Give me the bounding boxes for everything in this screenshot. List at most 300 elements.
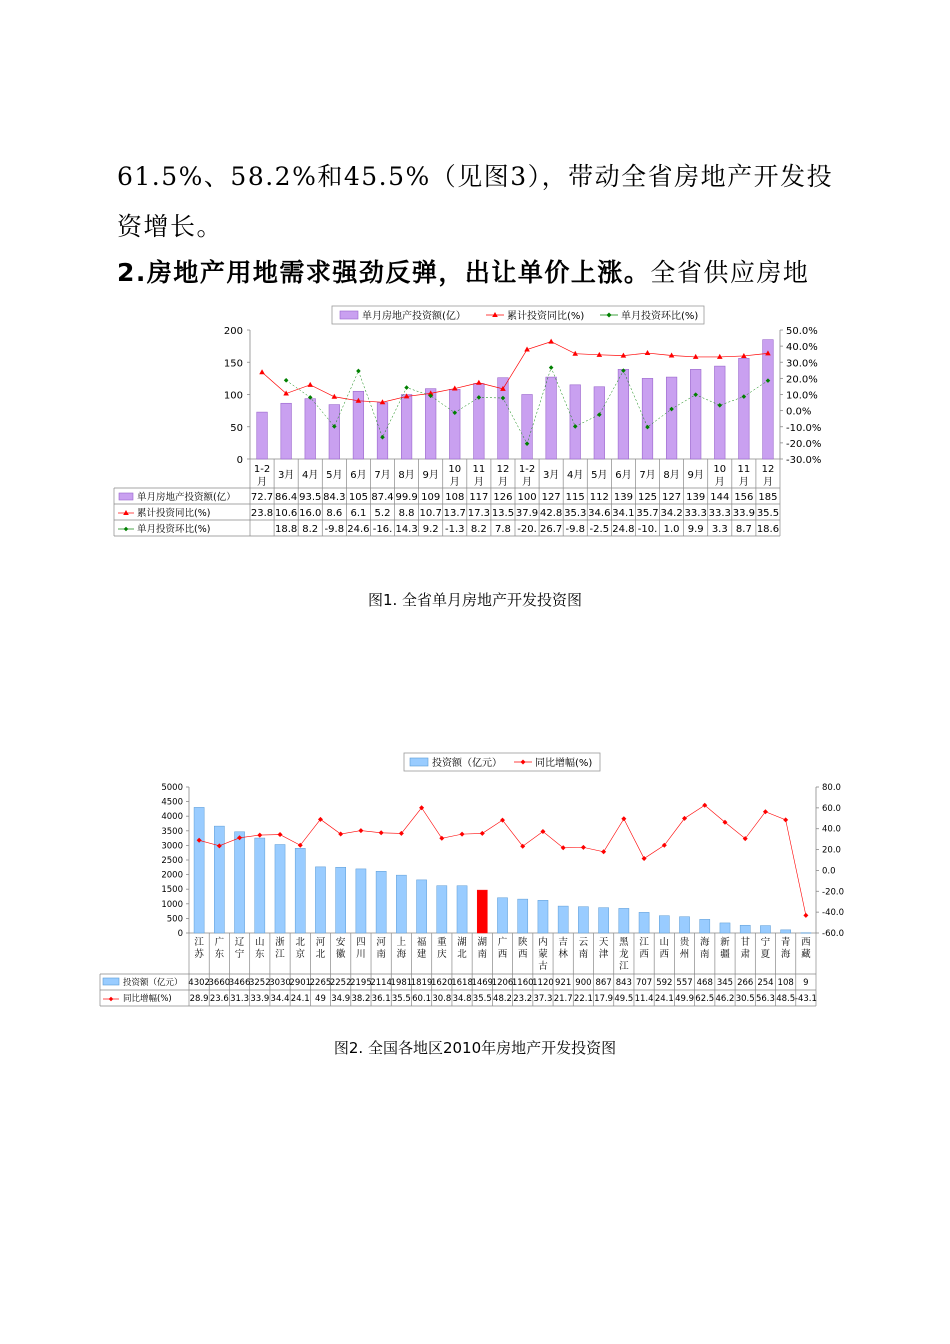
data-label: 35.5 <box>756 508 780 519</box>
data-label: 17.9 <box>594 994 614 1004</box>
data-label: 1469 <box>471 978 494 988</box>
y-tick-label: 1000 <box>161 899 183 910</box>
data-label: 84.3 <box>323 492 346 503</box>
x-tick-label: 重庆 <box>437 937 447 960</box>
data-label: 36.1 <box>371 994 391 1004</box>
table-row-label: 累计投资同比(%) <box>137 508 211 519</box>
data-label: 2901 <box>289 978 312 988</box>
x-tick-label: 西藏 <box>801 937 811 960</box>
data-label: 93.5 <box>299 492 322 503</box>
data-label: 2252 <box>329 978 352 988</box>
x-tick-label: 1-2 月 <box>253 464 271 488</box>
x-tick-label: 天津 <box>598 937 609 960</box>
bar <box>739 358 750 459</box>
x-tick-label: 5月 <box>326 470 343 481</box>
series-point <box>763 809 768 814</box>
data-label: 23.8 <box>250 508 274 519</box>
y-tick-label: 4000 <box>161 812 183 823</box>
x-tick-label: 内蒙古 <box>538 937 548 972</box>
y-tick-label: 50 <box>230 422 243 434</box>
data-label: 34.4 <box>270 994 290 1004</box>
x-tick-label: 8月 <box>663 470 680 481</box>
bar <box>305 399 316 459</box>
data-label: 1206 <box>491 978 514 988</box>
bar <box>570 385 581 459</box>
data-label: 11.4 <box>634 994 654 1004</box>
y2-tick-label: 80.0 <box>822 783 841 793</box>
bar <box>425 389 436 459</box>
data-label: 33.9 <box>250 994 270 1004</box>
x-tick-label: 河南 <box>376 937 386 960</box>
series-point <box>404 385 409 390</box>
data-label: 23.6 <box>209 994 229 1004</box>
data-label: 34.1 <box>612 508 635 519</box>
series-point <box>278 832 283 837</box>
series-point <box>693 354 699 359</box>
y2-tick-label: 20.0% <box>786 374 818 386</box>
data-label: 42.8 <box>540 508 563 519</box>
data-label: 117 <box>469 492 489 503</box>
bar <box>376 871 386 933</box>
data-label: 867 <box>595 978 612 988</box>
x-tick-label: 四川 <box>356 937 366 960</box>
y-tick-label: 500 <box>166 914 183 925</box>
bar <box>578 907 588 933</box>
x-tick-label: 贵州 <box>679 937 690 960</box>
data-label: 1981 <box>390 978 413 988</box>
data-label: 3252 <box>248 978 271 988</box>
data-label: 108 <box>445 492 465 503</box>
data-label: 49 <box>315 994 326 1004</box>
data-label: 127 <box>541 492 561 503</box>
x-tick-label: 云南 <box>578 937 589 960</box>
data-label: 30.8 <box>432 994 452 1004</box>
data-label: 3030 <box>269 978 291 988</box>
x-tick-label: 浙江 <box>275 937 285 960</box>
data-label: 48.5 <box>776 994 796 1004</box>
data-label: 18.8 <box>275 524 298 535</box>
y-tick-label: 5000 <box>161 783 183 793</box>
bar <box>255 838 265 933</box>
data-label: 126 <box>493 492 513 503</box>
data-label: 468 <box>696 978 713 988</box>
figure-2-caption: 图2. 全国各地区2010年房地产开发投资图 <box>333 1039 617 1057</box>
x-tick-label: 1-2 月 <box>518 464 536 488</box>
data-label: -9.8 <box>324 524 345 535</box>
x-tick-label: 青海 <box>780 937 791 960</box>
bar <box>538 900 548 933</box>
data-label: 2195 <box>350 978 372 988</box>
x-tick-label: 江西 <box>639 937 649 960</box>
data-label: 112 <box>589 492 609 503</box>
series-point <box>332 394 338 399</box>
series-point <box>803 913 808 918</box>
bar <box>315 867 325 933</box>
y2-tick-label: 60.0 <box>822 803 841 814</box>
series-point <box>307 382 313 387</box>
x-tick-label: 11 月 <box>472 464 486 488</box>
y-tick-label: 0 <box>177 929 183 939</box>
series-point <box>298 843 303 848</box>
x-tick-label: 10 月 <box>713 464 727 488</box>
series-point <box>548 339 554 344</box>
x-tick-label: 湖北 <box>457 937 467 960</box>
data-label: 8.8 <box>398 508 415 519</box>
bar <box>518 899 528 933</box>
data-label: 33.3 <box>708 508 731 519</box>
data-label: 8.2 <box>470 524 487 535</box>
x-tick-label: 江苏 <box>194 937 204 960</box>
data-label: -9.8 <box>565 524 585 535</box>
series-point <box>358 828 363 833</box>
data-label: 13.5 <box>491 508 515 519</box>
data-label: 34.9 <box>331 994 351 1004</box>
bar <box>356 869 366 933</box>
data-label: 109 <box>421 492 441 503</box>
data-label: -43.1 <box>794 994 817 1004</box>
table-swatch-marker <box>123 510 129 515</box>
x-tick-label: 5月 <box>591 470 608 481</box>
series-point <box>601 849 606 854</box>
x-tick-label: 山东 <box>255 937 265 960</box>
bar <box>639 912 649 933</box>
y-tick-label: 200 <box>223 326 243 337</box>
y2-tick-label: -40.0 <box>822 908 844 919</box>
series-point <box>259 369 265 374</box>
data-label: 900 <box>575 978 592 988</box>
data-label: 14.3 <box>395 524 418 535</box>
bar <box>714 366 725 459</box>
data-label: 7.8 <box>495 524 511 535</box>
x-tick-label: 9月 <box>422 470 439 481</box>
data-label: 6.1 <box>350 508 367 519</box>
x-tick-label: 海南 <box>700 937 710 960</box>
data-label: 144 <box>710 492 730 503</box>
series-point <box>284 378 289 383</box>
data-label: 49.9 <box>675 994 695 1004</box>
bar <box>801 933 811 934</box>
x-tick-label: 3月 <box>277 470 295 481</box>
bar <box>377 403 388 459</box>
data-label: -20. <box>517 524 537 535</box>
series-point <box>379 830 384 835</box>
x-tick-label: 山西 <box>659 937 670 960</box>
series-point <box>682 816 687 821</box>
table-swatch-marker <box>109 997 114 1002</box>
x-tick-label: 4月 <box>302 470 319 481</box>
series-point <box>500 818 505 823</box>
bar <box>235 832 245 933</box>
series-point <box>662 843 667 848</box>
x-tick-label: 黑龙江 <box>619 937 629 972</box>
x-tick-label: 12 月 <box>761 464 775 488</box>
table-swatch-marker <box>124 527 129 532</box>
paragraph-1-text: 61.5%、58.2%和45.5%（见图3），带动全省房地产开发投资增长。 <box>117 162 834 241</box>
y2-tick-label: -20.0% <box>786 438 822 450</box>
data-label: 108 <box>777 978 794 988</box>
data-label: 21.7 <box>553 994 573 1004</box>
bar <box>457 886 467 933</box>
y2-tick-label: -60.0 <box>822 929 844 939</box>
series-point <box>717 354 723 359</box>
bar <box>275 845 285 933</box>
x-tick-label: 6月 <box>350 470 367 481</box>
y2-tick-label: -30.0% <box>786 455 822 466</box>
legend-bar-swatch <box>410 758 428 766</box>
y-tick-label: 0 <box>236 455 243 466</box>
data-label: 156 <box>734 492 754 503</box>
x-tick-label: 9月 <box>687 470 704 481</box>
y-tick-label: 150 <box>223 358 243 370</box>
data-label: 28.9 <box>189 994 209 1004</box>
data-label: 13.7 <box>443 508 466 519</box>
x-tick-label: 8月 <box>398 470 415 481</box>
bar <box>700 919 710 933</box>
bar <box>497 898 507 933</box>
bar <box>522 395 533 460</box>
bar <box>194 807 204 933</box>
data-label: 56.3 <box>755 994 775 1004</box>
y2-tick-label: 50.0% <box>786 326 818 337</box>
bar <box>760 926 770 933</box>
data-label: 3466 <box>228 978 251 988</box>
data-label: -10. <box>637 524 658 535</box>
data-label: 3660 <box>208 978 231 988</box>
data-label: 1819 <box>410 978 433 988</box>
series-point <box>520 844 525 849</box>
bar <box>401 395 412 459</box>
data-label: 60.1 <box>412 994 432 1004</box>
data-label: 921 <box>555 978 572 988</box>
data-label: 557 <box>676 978 693 988</box>
data-label: 26.7 <box>540 524 563 535</box>
data-label: 1160 <box>511 978 534 988</box>
x-tick-label: 湖南 <box>477 937 488 960</box>
data-label: 115 <box>565 492 585 503</box>
y-tick-label: 1500 <box>161 885 183 896</box>
bar <box>679 917 689 933</box>
x-tick-label: 12 月 <box>496 464 510 488</box>
data-label: 31.3 <box>230 994 250 1004</box>
x-tick-label: 7月 <box>639 470 656 481</box>
y2-tick-label: 20.0 <box>822 845 841 856</box>
series-point <box>581 845 586 850</box>
data-label: 24.1 <box>290 994 310 1004</box>
data-label: 23.2 <box>513 994 533 1004</box>
data-label: 35.5 <box>391 994 411 1004</box>
x-tick-label: 6月 <box>615 470 632 481</box>
data-label: 9.9 <box>687 524 704 535</box>
data-label: 3.3 <box>711 524 728 535</box>
bar <box>477 890 487 933</box>
data-label: 34.8 <box>452 994 472 1004</box>
x-tick-label: 上海 <box>396 937 407 960</box>
table-row-label: 单月房地产投资额(亿） <box>137 492 236 503</box>
data-label: 87.4 <box>371 492 394 503</box>
bar <box>740 925 750 933</box>
data-label: 22.1 <box>573 994 593 1004</box>
data-label: 139 <box>613 492 633 503</box>
data-label: 707 <box>635 978 653 988</box>
bar <box>257 412 268 459</box>
bar <box>295 848 305 933</box>
table-row-label: 单月投资环比(%) <box>137 524 211 535</box>
bar <box>281 403 292 459</box>
y2-tick-label: 0.0 <box>822 866 836 877</box>
table-swatch-bar <box>103 978 119 985</box>
data-label: 9.2 <box>422 524 439 535</box>
legend-label: 投资额（亿元） <box>432 758 502 769</box>
bar <box>437 886 447 933</box>
bar <box>594 387 605 459</box>
series-point <box>257 833 262 838</box>
data-label: 100 <box>517 492 537 503</box>
data-label: 9 <box>803 978 809 988</box>
y2-tick-label: 10.0% <box>786 390 818 402</box>
data-label: 105 <box>348 492 368 503</box>
data-label: 10.6 <box>275 508 298 519</box>
bar <box>619 908 629 933</box>
data-label: 139 <box>686 492 706 503</box>
x-tick-label: 福建 <box>416 937 427 960</box>
data-label: 99.9 <box>395 492 418 503</box>
series-point <box>621 816 626 821</box>
data-label: 1120 <box>532 978 554 988</box>
data-label: 24.6 <box>347 524 370 535</box>
data-label: 35.7 <box>636 508 659 519</box>
y-tick-label: 3500 <box>161 826 183 837</box>
legend-label: 累计投资同比(%) <box>507 311 585 322</box>
series-point <box>642 856 647 861</box>
data-label: 72.7 <box>250 492 274 503</box>
data-label: 33.9 <box>732 508 755 519</box>
data-label: 34.2 <box>660 508 683 519</box>
data-label: 266 <box>737 978 754 988</box>
data-label: 8.2 <box>302 524 319 535</box>
bar <box>763 340 774 459</box>
data-label: 8.6 <box>326 508 343 519</box>
y2-tick-label: 40.0 <box>822 824 841 835</box>
data-label: 592 <box>656 978 673 988</box>
data-label: 30.5 <box>735 994 755 1004</box>
data-label: 125 <box>637 492 658 503</box>
series-point <box>597 352 603 357</box>
series-point <box>572 351 578 356</box>
x-tick-label: 4月 <box>567 470 584 481</box>
bar <box>599 908 609 933</box>
legend-label: 同比增幅(%) <box>535 758 593 769</box>
series-point <box>783 817 788 822</box>
x-tick-label: 11 月 <box>737 464 751 488</box>
series-point <box>645 350 651 355</box>
series-point <box>318 817 323 822</box>
data-label: 33.3 <box>684 508 707 519</box>
legend-bar-swatch <box>340 311 358 319</box>
y2-tick-label: 30.0% <box>786 358 818 370</box>
data-label: 18.6 <box>756 524 780 535</box>
x-tick-label: 陕西 <box>517 937 528 960</box>
data-label: 35.5 <box>472 994 492 1004</box>
x-tick-label: 3月 <box>542 470 560 481</box>
data-label: 4302 <box>188 978 210 988</box>
y2-tick-label: -10.0% <box>786 422 822 434</box>
figure-1-chart <box>0 0 950 560</box>
data-label: 38.2 <box>351 994 371 1004</box>
table-row-label: 同比增幅(%) <box>123 994 172 1004</box>
x-tick-label: 北京 <box>295 937 305 960</box>
y2-tick-label: -20.0 <box>822 887 844 898</box>
bar <box>618 369 629 459</box>
x-tick-label: 宁夏 <box>760 937 771 960</box>
y-tick-label: 2500 <box>161 856 183 866</box>
bar <box>720 923 730 933</box>
x-tick-label: 广东 <box>214 937 225 960</box>
bar <box>546 377 557 459</box>
bar <box>329 405 340 459</box>
paragraph-2-text: 全省供应房地 <box>650 258 810 287</box>
bar <box>558 906 568 933</box>
section-heading: 2.房地产用地需求强劲反弹，出让单价上涨。 <box>117 258 651 287</box>
data-label: 1.0 <box>663 524 680 535</box>
bar <box>449 389 460 459</box>
y2-tick-label: 40.0% <box>786 342 818 354</box>
data-label: 24.1 <box>654 994 674 1004</box>
series-point <box>476 380 482 385</box>
bar <box>474 384 485 459</box>
y-tick-label: 2000 <box>161 870 183 881</box>
data-label: 843 <box>615 978 632 988</box>
table-swatch-bar <box>119 493 133 500</box>
y-tick-label: 3000 <box>161 841 183 852</box>
data-label: 48.2 <box>493 994 512 1004</box>
data-label: 8.7 <box>735 524 752 535</box>
y-tick-label: 4500 <box>161 797 183 808</box>
data-label: -16. <box>372 524 393 535</box>
bar <box>396 875 406 933</box>
data-label: 127 <box>662 492 682 503</box>
data-label: 1620 <box>431 978 453 988</box>
series-point <box>338 832 343 837</box>
data-label: 37.3 <box>533 994 553 1004</box>
data-label: -1.3 <box>445 524 465 535</box>
figure-2-chart <box>0 740 950 1020</box>
series-point <box>549 365 554 370</box>
series-point <box>460 832 465 837</box>
data-label: 37.9 <box>515 508 539 519</box>
y-tick-label: 100 <box>223 390 243 402</box>
data-label: 1618 <box>451 978 473 988</box>
data-label: 86.4 <box>275 492 298 503</box>
data-label: 16.0 <box>299 508 322 519</box>
data-label: 254 <box>757 978 774 988</box>
bar <box>336 867 346 933</box>
x-tick-label: 甘肃 <box>740 937 750 960</box>
data-label: 35.3 <box>564 508 587 519</box>
data-label: 5.2 <box>374 508 391 519</box>
data-label: 2114 <box>370 978 392 988</box>
data-label: 185 <box>758 492 778 503</box>
x-tick-label: 辽宁 <box>234 937 245 960</box>
data-label: -2.5 <box>589 524 610 535</box>
x-tick-label: 安徽 <box>335 937 346 960</box>
table-row-label: 投资额（亿元） <box>123 978 183 988</box>
bar <box>781 930 791 933</box>
y2-tick-label: 0.0% <box>786 406 812 418</box>
x-tick-label: 吉林 <box>558 937 568 960</box>
data-label: 345 <box>716 978 734 988</box>
data-label: 46.2 <box>715 994 735 1004</box>
series-point <box>356 369 361 374</box>
